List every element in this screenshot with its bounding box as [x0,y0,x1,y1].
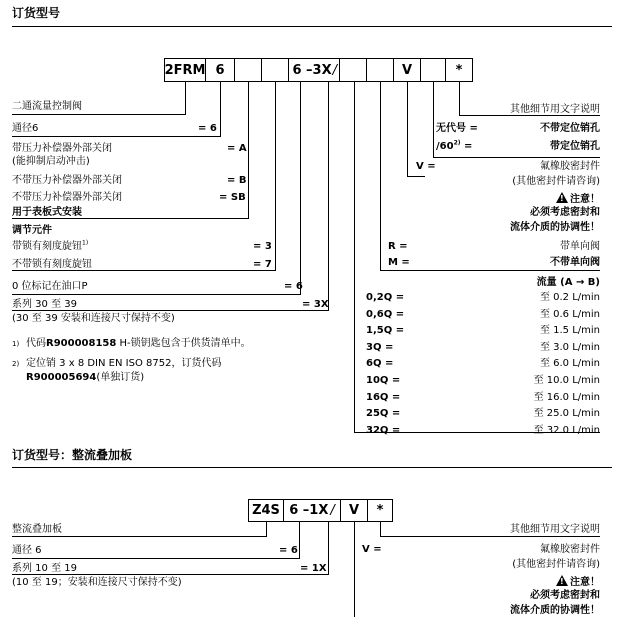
code-box-blank2 [261,58,289,82]
code-option-b: = B [227,175,247,186]
code2-series: = 1X [300,563,327,574]
label-two-way-flow-valve: 二通流量控制阀 [12,101,82,112]
label-subplate-mounting: 用于表板式安装 [12,207,82,218]
label2-fkm-seal: 氟橡胶密封件 [540,544,600,555]
label-option-a-note: (能抑制启动冲击) [12,156,90,167]
warning2-icon [556,575,568,586]
warning-line1: 必须考虑密封和 [530,207,600,218]
flow-value: 至 1.5 L/min [539,325,600,337]
code-series-text: 6 –3X [292,62,332,78]
title-rule [12,26,612,27]
flow-value: 至 32.0 L/min [533,424,600,436]
code-slash: / [332,62,337,78]
label-with-check-valve: 带单向阀 [560,241,600,252]
code-box-blank1 [234,58,262,82]
label2-other-details: 其他细节用文字说明 [510,524,600,535]
code-lockable-knob: = 3 [253,241,272,252]
footnote2-number: 2) [12,360,20,368]
footnote1-number: 1) [12,340,20,348]
code2-box-star: * [367,499,393,522]
flow-code: 3Q = [366,341,394,353]
code-box-series [288,58,340,82]
warning-line2: 流体介质的协调性！ [510,222,600,233]
section2-title: 订货型号：整流叠加板 [12,448,133,462]
label-without-pin-hole: 不带定位销孔 [540,123,600,134]
code-series: = 3X [302,299,329,310]
code-zero-mark: = 6 [284,281,303,292]
label-size-6: 通径6 [12,123,39,134]
code-r-check: R = [388,241,408,252]
flow-code: 1,5Q = [366,325,405,337]
flow-code: 16Q = [366,391,401,403]
code-m-no-check: M = [388,257,410,268]
label-fkm-seal: 氟橡胶密封件 [540,161,600,172]
label2-other-seals: (其他密封件请咨询) [512,559,600,570]
label-nonlock-knob: 不带锁有刻度旋钮 [12,259,92,270]
label-other-details: 其他细节用文字说明 [510,104,600,115]
code-v-seal: V = [416,161,436,172]
flow-value: 至 6.0 L/min [539,358,600,370]
flow-code: 0,6Q = [366,308,405,320]
code2-box-z4s: Z4S [248,499,284,522]
label-other-seals: (其他密封件请咨询) [512,176,600,187]
label2-series-note: (10 至 19；安装和连接尺寸保持不变) [12,577,182,588]
label-option-b: 不带压力补偿器外部关闭 [12,175,122,186]
label-series-note: (30 至 39 安装和连接尺寸保持不变) [12,313,175,324]
section1-title: 订货型号 [12,6,61,20]
code-option-a: = A [227,143,247,154]
code-60: $/60^{2)}$ = [436,139,473,152]
label2-series: 系列 10 至 19 [12,563,77,574]
warning2-title: !注意！ [556,575,600,589]
code-box-star: * [445,58,473,82]
flow-value: 至 0.2 L/min [539,292,600,303]
label-lockable-knob: 带锁有刻度旋钮$^{1)}$ [12,239,89,252]
flow-value: 至 25.0 L/min [533,408,600,420]
code-nonlock-knob: = 7 [253,259,272,270]
footnote1: 代码R900008158 H-锁钥匙包含于供货清单中。 [26,338,251,349]
code-box-blank5 [420,58,446,82]
title-rule-2 [12,467,612,468]
flow-code: 0,2Q = [366,292,405,303]
code-box-size: 6 [205,58,235,82]
label-option-sb: 不带压力补偿器外部关闭 [12,192,122,203]
label-series: 系列 30 至 39 [12,299,77,310]
flow-value: 至 10.0 L/min [533,375,600,386]
code2-size-6: = 6 [279,545,298,556]
warning-icon [556,192,568,203]
code-box-2frm: 2FRM [164,58,206,82]
warning2-line2: 流体介质的协调性！ [510,605,600,616]
code-option-sb: = SB [219,192,246,203]
footnote2-line2: R900005694(单独订货) [26,372,145,383]
code-box-v: V [393,58,421,82]
flow-code: 25Q = [366,408,401,420]
code-size-6: = 6 [198,123,217,134]
label-without-check-valve: 不带单向阀 [550,257,600,268]
label2-rectifier-plate: 整流叠加板 [12,524,62,535]
flow-value: 至 0.6 L/min [539,308,600,320]
code2-box-v: V [340,499,368,522]
flow-value: 至 3.0 L/min [539,341,600,353]
label-adjusting-element: 调节元件 [12,225,52,236]
flow-value: 至 16.0 L/min [533,391,600,403]
label-zero-mark: 0 位标记在油口P [12,281,88,292]
code-no-code: 无代号 = [436,123,478,134]
flow-code: 32Q = [366,424,401,436]
label-option-a: 带压力补偿器外部关闭 [12,143,112,154]
label2-size-6: 通径 6 [12,545,42,556]
label-flow-title: 流量 (A → B) [536,277,600,288]
flow-code: 10Q = [366,375,401,386]
label-with-pin-hole: 带定位销孔 [550,141,600,152]
flow-code: 6Q = [366,358,394,370]
code-box-blank4 [366,58,394,82]
warning2-line1: 必须考虑密封和 [530,590,600,601]
code-box-blank3 [339,58,367,82]
footnote2-line1: 定位销 3 x 8 DIN EN ISO 8752，订货代码 [26,358,222,369]
warning-title: !注意！ [556,192,600,206]
code2-box-series: 6 –1X / [283,499,341,522]
code2-v-seal: V = [362,544,382,555]
